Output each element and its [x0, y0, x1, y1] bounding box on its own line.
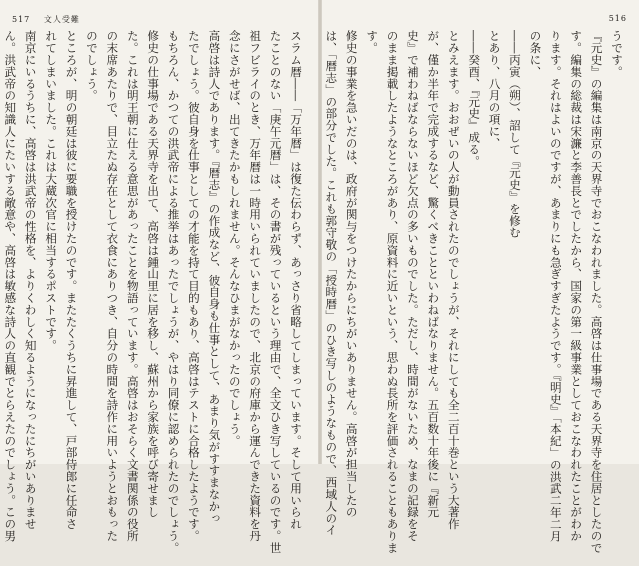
- text-column: 祖フビライのとき、万年暦は一時用いられていましたので、北京の府庫から運んできた資料を丹: [248, 30, 263, 542]
- text-column: す。編集の総裁は宋濂と李善長とでしたから、国家の第一級事業としておこなわれたことがわか: [569, 30, 584, 542]
- text-column: ん。洪武帝の知識人にたいする敵意や、高啓は敏感な詩人の直観でとらえたのでしょう。この男: [3, 30, 18, 542]
- text-column: 史』で補わねばならないほど欠点の多いものでした。ただし、時間がないため、なまの記録をそ: [405, 30, 420, 542]
- text-column: のでしょう。: [84, 30, 99, 102]
- text-column: 念にさがせば、出てきたかもしれません。そんなひまがなかったのでしょう。: [227, 30, 242, 447]
- text-column: 高啓は詩人であります。『暦志』の作成など、彼自身も仕事として、あまり気がすすまなかっ: [207, 30, 222, 524]
- text-column: もちろん、かつての洪武帝による推挙はあったでしょうが、やはり同僚に認められたのでしょう。: [166, 30, 181, 554]
- left-page: [0, 0, 318, 554]
- text-column: うです。: [610, 30, 624, 78]
- text-column: た。これは明王朝に仕える意思があったことを物語っています。高啓はおそらく文書関係の役所: [125, 30, 140, 542]
- text-column: れてしまいました。これは大蔵次官に相当するポストです。: [44, 30, 59, 352]
- right-page-header: [609, 14, 627, 23]
- text-column: とみえます。おおぜいの人が動員されたのでしょうが、それにしても全二百十巻という大著作: [446, 30, 461, 530]
- text-column: たでしょう。彼自身を仕事としての才能を持て目的もあり、高啓はテストに合格したようです。: [186, 30, 201, 542]
- text-column: 南京にいるうちに、高啓は洪武帝の性格を、よりくわしく知るようになったにちがいありませ: [23, 30, 38, 530]
- text-column: ――丙寅（朔）、詔して『元史』を修む: [507, 30, 522, 239]
- right-page-text: [324, 30, 627, 554]
- text-column: ところが、明の朝廷は彼に要職を授けたのです。またたくうちに昇進して、戸部侍郎に任命さ: [64, 30, 79, 530]
- text-column: とあり、八月の項に、: [487, 30, 502, 149]
- text-column: は、「暦志」の部分でした。これも郭守敬の「授時暦」のひき写しのようなもので、西域人のイ: [324, 30, 339, 536]
- text-column: 修史の仕事場である天界寺を出て、高啓は鍾山里に居を移し、蘇州から家族を呼び寄せまし: [146, 30, 161, 518]
- right-page-number: 516: [608, 14, 627, 23]
- text-column: ――癸酉、『元史』成る。: [467, 30, 482, 167]
- text-column: のまま掲載したようなところがあり、原資料に近いという、思わぬ長所を評価されることもありま: [385, 30, 400, 554]
- text-column: スラム暦――「万年暦」は復た伝わらず、あっさり省略してしまっています。そして用いられ: [289, 30, 303, 530]
- left-page-number: 517: [12, 15, 31, 24]
- left-page-text: [3, 30, 306, 554]
- text-column: す。: [365, 30, 380, 54]
- text-column: 修史の事業を急いだのは、政府が関与をつけたからにちがいありません。高啓が担当したの: [344, 30, 359, 518]
- text-column: 『元史』の編集は南京の天界寺でおこなわれました。高啓は仕事場である天界寺を住居としたので: [589, 30, 604, 554]
- running-title: 文人受難: [43, 15, 80, 24]
- text-column: が、僅か半年で完成するなど、驚くべきことといわねばなりません。五百数十年後に『新元: [426, 30, 441, 518]
- left-page-header: [12, 14, 80, 25]
- text-column: ります。それはよいのですが、あまりにも急ぎすぎたようです。『明史』「本紀」の洪武二年二月: [548, 30, 563, 542]
- text-column: の末席あたりで、目立たぬ存在として衣食にありつき、自分の時間を詩作に用いようとおもった: [105, 30, 120, 542]
- text-column: たことのない「庚午元暦」は、その書が残っているという理由で、全文ひき写しているのです。世: [268, 30, 283, 554]
- text-column: の条に、: [528, 30, 543, 78]
- right-page: [322, 0, 639, 554]
